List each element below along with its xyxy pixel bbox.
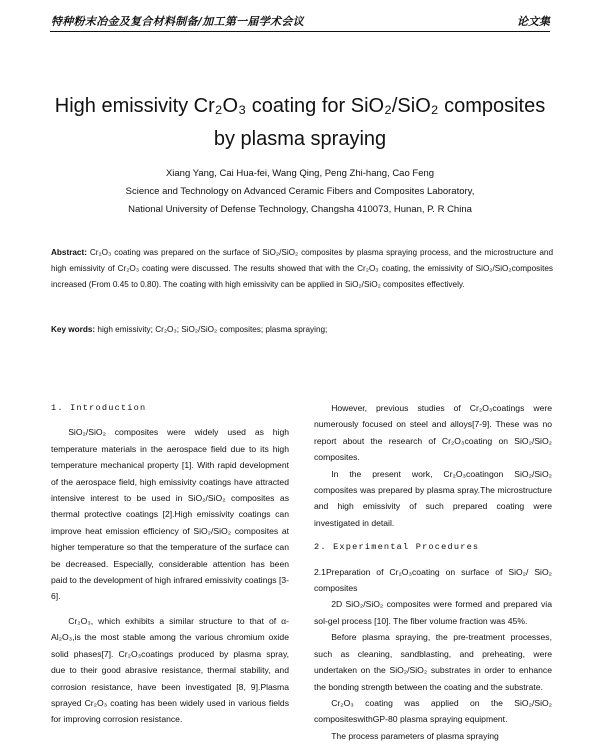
- author-block: [40, 165, 560, 219]
- right-column: [314, 400, 552, 744]
- abstract-text: Cr₂O₃ coating was prepared on the surface of SiO₂/SiO₂ composites by plasma spraying process, and the microstructure and high emissivity of Cr₂O₃ coating were discussed. The results showed that with the Cr₂O₃ coating, the emissivity of SiO₂/SiO₂composites increased (From 0.45 to 0.80). The coating with high emissivity can be applied in SiO₂/SiO₂ composites effectively.: [51, 248, 553, 289]
- header-rule: [50, 31, 550, 32]
- intro-paragraph-4: In the present work, Cr₂O₃coatingon SiO₂/SiO₂ composites was prepared by plasma spray.The microstructure and high emissivity of such prepared coating were investigated in detail.: [314, 468, 552, 528]
- affiliation-line-1: Science and Technology on Advanced Ceramic Fibers and Composites Laboratory,: [125, 186, 475, 197]
- author-names: Xiang Yang, Cai Hua-fei, Wang Qing, Peng Zhi-hang, Cao Feng: [165, 168, 435, 179]
- experimental-paragraph-3: Cr₂O₃ coating was applied on the SiO₂/SiO₂ compositeswithGP-80 plasma spraying equipment.: [314, 697, 552, 725]
- abstract: [51, 245, 553, 293]
- keywords-label: Key words:: [51, 325, 96, 334]
- experimental-paragraph-1: 2D SiO₂/SiO₂ composites were formed and prepared via sol-gel process [10]. The fiber volume fraction was 45%.: [314, 599, 552, 626]
- title-line-1: High emissivity Cr₂O₃ coating for SiO₂/SiO₂ composites: [54, 95, 546, 117]
- intro-paragraph-2: Cr₂O₃, which exhibits a similar structure to that of α-Al₂O₃,is the most stable among the various chromium oxide solid phases[7]. Cr₂O₃coatings produced by plasma spray, due to their good abrasive resistance, thermal stability, and corrosion resistance, have been investigated [8, 9].Plasma sprayed Cr₂O₃ coating has been widely used in various fields for improving corrosion resistance.: [51, 615, 289, 725]
- keywords-text: high emissivity; Cr₂O₃; SiO₂/SiO₂ composites; plasma spraying;: [95, 325, 328, 334]
- affiliation-line-2: National University of Defense Technology, Changsha 410073, Hunan, P. R China: [128, 204, 472, 215]
- experimental-paragraph-4: The process parameters of plasma spraying: [331, 730, 499, 741]
- section-heading-introduction: 1. Introduction: [51, 403, 147, 413]
- keywords: [51, 322, 553, 338]
- intro-paragraph-1: SiO₂/SiO₂ composites were widely used as high temperature materials in the aerospace field due to its high temperature mechanical property [1]. With rapid development of the aerospace field, high emissivity coatings have attracted intensive interest to be used in SiO₂/SiO₂ composites as thermal protective coatings [2].High emissivity coatings can improve heat emission efficiency of SiO₂/SiO₂ composites at higher temperature so that the temperature of the surface can be decreased. Especially, considerable attention has been paid to the development of high infrared emissivity coatings [3-6].: [51, 427, 289, 602]
- paper-title: [40, 90, 560, 156]
- intro-paragraph-3: However, previous studies of Cr₂O₃coatings were numerously focused on steel and alloys[7-9]. These was no report about the research of Cr₂O₃coating on SiO₂/SiO₂ composites.: [314, 403, 552, 463]
- subsection-heading: 2.1Preparation of Cr₂O₃coating on surface of SiO₂/ SiO₂ composites: [314, 566, 552, 594]
- running-header-section: 论文集: [517, 15, 550, 28]
- section-heading-experimental: 2. Experimental Procedures: [314, 542, 480, 553]
- abstract-label: Abstract:: [51, 248, 87, 257]
- experimental-paragraph-2: Before plasma spraying, the pre-treatment processes, such as cleaning, sandblasting, and preheating, were undertaken on the SiO₂/SiO₂ substrates in order to enhance the bonding strength between the coating and the substrate.: [314, 632, 552, 692]
- left-column: [51, 400, 289, 728]
- running-header-title: 特种粉末冶金及复合材料制备/加工第一届学术会议: [51, 15, 304, 28]
- title-line-2: by plasma spraying: [213, 128, 387, 150]
